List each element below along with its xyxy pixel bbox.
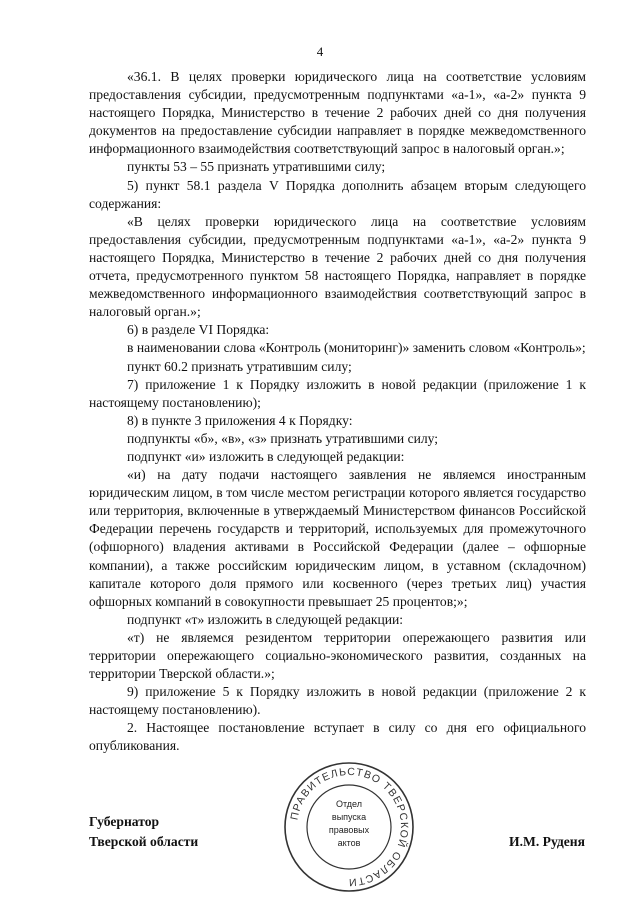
paragraph-point-60-2: пункт 60.2 признать утратившим силу;: [127, 358, 352, 374]
paragraph-subpoint-i-intro: подпункт «и» изложить в следующей редакции:: [127, 448, 405, 464]
stamp-ring-text: ПРАВИТЕЛЬСТВО ТВЕРСКОЙ ОБЛАСТИ: [288, 765, 411, 889]
signatory-name: И.М. Руденя: [509, 834, 585, 849]
paragraph-36-1: «36.1. В целях проверки юридического лица на соответствие условиям предоставления субсидии, предусмотренным подпунктами «а-1», «а-2» пункта 9 настоящего Порядка, Министерство в течение 2 рабочих дней со дня получения документов на предоставление субсидии направляет в порядке межведомственного информационного взаимодействия соответствующий запрос в налоговый орган.»;: [89, 69, 586, 157]
paragraph-58-1-addition: «В целях проверки юридического лица на соответствие условиям предоставления субсидии, предусмотренным подпунктами «а-1», «а-2» пункта 9 настоящего Порядка, Министерство в течение 2 рабочих дней со дня получения отчета, предусмотренного пунктом 58 настоящего Порядка, направляет в порядке межведомственного информационного взаимодействия соответствующий запрос в налоговый орган.»;: [89, 213, 586, 320]
paragraph-points-53-55: пункты 53 – 55 признать утратившими силу;: [127, 159, 386, 175]
signatory-title-line2: Тверской области: [89, 834, 199, 849]
paragraph-subpoint-t-intro: подпункт «т» изложить в следующей редакции:: [127, 611, 404, 627]
signatory-title-line1: Губернатор: [89, 814, 160, 829]
paragraph-title-change: в наименовании слова «Контроль (мониторинг)» заменить словом «Контроль»;: [127, 340, 586, 356]
signatory-title: [89, 812, 198, 852]
document-body: [89, 68, 586, 756]
official-stamp: [282, 760, 416, 894]
paragraph-subpoint-t-text: «т) не являемся резидентом территории опережающего развития или территории опережающего социально-экономического развития, созданных на территории Тверской области.»;: [89, 629, 586, 682]
paragraph-item-7: 7) приложение 1 к Порядку изложить в новой редакции (приложение 1 к настоящему постановлению);: [89, 376, 586, 410]
paragraph-item-6: 6) в разделе VI Порядка:: [127, 322, 270, 338]
stamp-inner-line2: выпуска: [331, 812, 367, 822]
stamp-inner-line3: правовых: [328, 825, 370, 835]
stamp-inner-line1: Отдел: [335, 799, 363, 809]
paragraph-item-9: 9) приложение 5 к Порядку изложить в новой редакции (приложение 2 к настоящему постановлению).: [89, 684, 586, 718]
stamp-inner-text: [282, 798, 416, 850]
paragraph-subpoint-i-text: «и) на дату подачи настоящего заявления не являемся иностранным юридическим лицом, в том числе местом регистрации которого является государство или территория, включенные в утверждаемый Министерством финансов Российской Федерации перечень государств и территорий, используемых для промежуточного (офшорного) владения активами в Российской Федерации (далее – офшорные компании), а также российским юридическим лицом, в уставном (складочном) капитале которого доля прямого или косвенного (через третьих лиц) участия офшорных компаний в совокупности превышает 25 процентов;»;: [89, 467, 586, 609]
paragraph-effective-date: 2. Настоящее постановление вступает в силу со дня его официального опубликования.: [89, 720, 586, 754]
stamp-inner-line4: актов: [337, 838, 361, 848]
paragraph-item-8: 8) в пункте 3 приложения 4 к Порядку:: [127, 412, 353, 428]
page-number: 4: [316, 44, 324, 59]
paragraph-item-5: 5) пункт 58.1 раздела V Порядка дополнить абзацем вторым следующего содержания:: [89, 177, 586, 211]
paragraph-subpoints-b-v-z: подпункты «б», «в», «з» признать утратившими силу;: [127, 430, 439, 446]
